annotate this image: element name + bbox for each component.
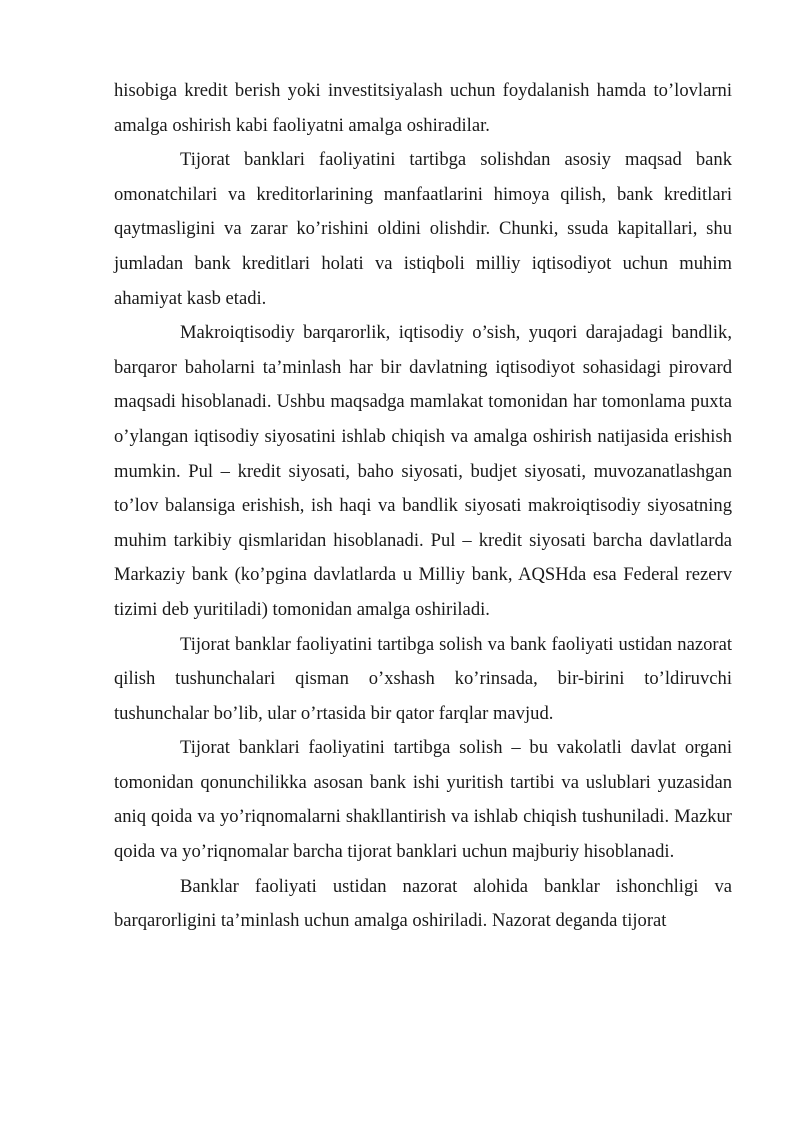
document-body	[114, 74, 732, 939]
paragraph-macroeconomic-stability: Makroiqtisodiy barqarorlik, iqtisodiy o’sish, yuqori darajadagi bandlik, barqaror baholarni ta’minlash har bir davlatning iqtisodiyot sohasidagi pirovard maqsadi hisoblanadi. Ushbu maqsadga mamlakat tomonidan har tomonlama puxta o’ylangan iqtisodiy siyosatini ishlab chiqish va amalga oshirish natijasida erishish mumkin. Pul – kredit siyosati, baho siyosati, budjet siyosati, muvozanatlashgan to’lov balansiga erishish, ish haqi va bandlik siyosati makroiqtisodiy siyosatning muhim tarkibiy qismlaridan hisoblanadi. Pul – kredit siyosati barcha davlatlarda Markaziy bank (ko’pgina davlatlarda u Milliy bank, AQSHda esa Federal rezerv tizimi deb yuritiladi) tomonidan amalga oshiriladi.	[114, 322, 732, 620]
paragraph-regulation-goal: Tijorat banklari faoliyatini tartibga solishdan asosiy maqsad bank omonatchilari va kreditorlarining manfaatlarini himoya qilish, bank kreditlari qaytmasligini va zarar ko’rishini oldini olishdir. Chunki, ssuda kapitallari, shu jumladan bank kreditlari holati va istiqboli milliy iqtisodiyot uchun muhim ahamiyat kasb etadi.	[114, 149, 732, 309]
paragraph-continuation: hisobiga kredit berish yoki investitsiyalash uchun foydalanish hamda to’lovlarni amalga oshirish kabi faoliyatni amalga oshiradilar.	[114, 80, 732, 136]
paragraph-supervision-definition: Banklar faoliyati ustidan nazorat alohida banklar ishonchligi va barqarorligini ta’minlash uchun amalga oshiriladi. Nazorat deganda tijorat	[114, 875, 732, 932]
paragraph-regulation-vs-supervision: Tijorat banklar faoliyatini tartibga solish va bank faoliyati ustidan nazorat qilish tushunchalari qisman o’xshash ko’rinsada, bir-birini to’ldiruvchi tushunchalar bo’lib, ular o’rtasida bir qator farqlar mavjud.	[114, 633, 732, 724]
paragraph-regulation-definition: Tijorat banklari faoliyatini tartibga solish – bu vakolatli davlat organi tomonidan qonunchilikka asosan bank ishi yuritish tartibi va uslublari yuzasidan aniq qoida va yo’riqnomalarni shakllantirish va ishlab chiqish tushuniladi. Mazkur qoida va yo’riqnomalar barcha tijorat banklari uchun majburiy hisoblanadi.	[114, 737, 732, 863]
